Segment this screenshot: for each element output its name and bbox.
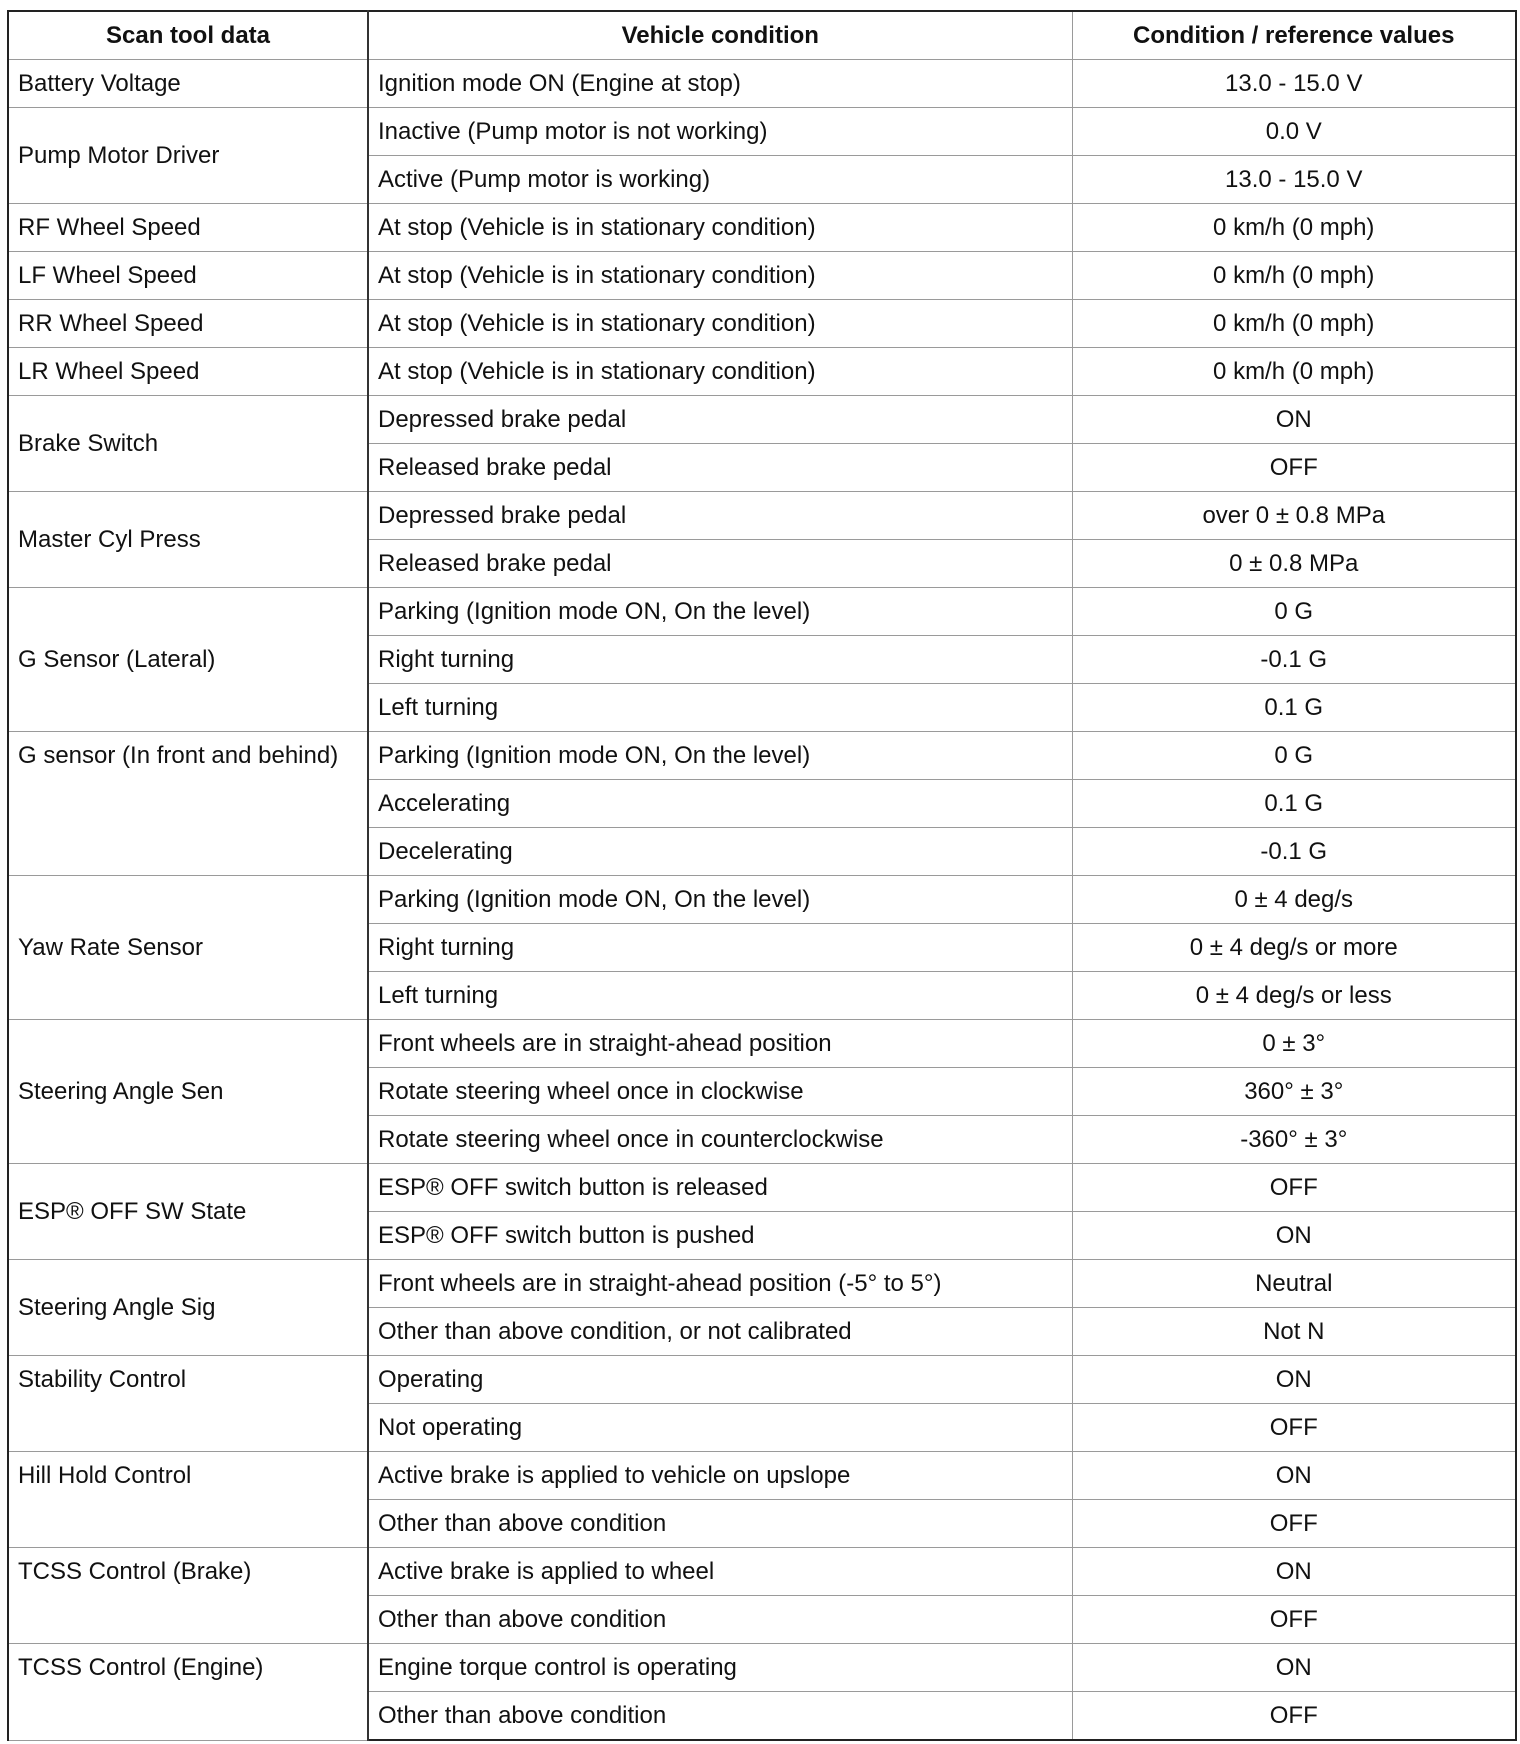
scan-tool-data-name: Steering Angle Sig xyxy=(8,1260,368,1356)
vehicle-condition-cell: Accelerating xyxy=(368,780,1072,828)
scan-tool-data-name: Hill Hold Control xyxy=(8,1452,368,1548)
vehicle-condition-cell: Other than above condition, or not calibrated xyxy=(368,1308,1072,1356)
vehicle-condition-cell: At stop (Vehicle is in stationary condition) xyxy=(368,348,1072,396)
vehicle-condition-cell: Left turning xyxy=(368,972,1072,1020)
reference-value-cell: OFF xyxy=(1072,1164,1516,1212)
reference-value-cell: Not N xyxy=(1072,1308,1516,1356)
reference-value-cell: OFF xyxy=(1072,1404,1516,1452)
vehicle-condition-cell: Left turning xyxy=(368,684,1072,732)
vehicle-condition-cell: Rotate steering wheel once in clockwise xyxy=(368,1068,1072,1116)
table-header-row xyxy=(8,11,1516,60)
scan-tool-data-name: RR Wheel Speed xyxy=(8,300,368,348)
reference-value-cell: OFF xyxy=(1072,444,1516,492)
table-row xyxy=(8,204,1516,252)
reference-value-cell: OFF xyxy=(1072,1500,1516,1548)
scan-tool-data-name: G sensor (In front and behind) xyxy=(8,732,368,876)
reference-value-cell: 0.0 V xyxy=(1072,108,1516,156)
reference-value-cell: 13.0 - 15.0 V xyxy=(1072,156,1516,204)
table-row xyxy=(8,1452,1516,1500)
reference-value-cell: 0 G xyxy=(1072,588,1516,636)
vehicle-condition-cell: Parking (Ignition mode ON, On the level) xyxy=(368,876,1072,924)
scan-tool-data-name: LF Wheel Speed xyxy=(8,252,368,300)
table-row xyxy=(8,588,1516,636)
table-row xyxy=(8,108,1516,156)
header-scan-tool-data: Scan tool data xyxy=(8,11,368,60)
vehicle-condition-cell: Engine torque control is operating xyxy=(368,1644,1072,1692)
reference-value-cell: over 0 ± 0.8 MPa xyxy=(1072,492,1516,540)
vehicle-condition-cell: At stop (Vehicle is in stationary condition) xyxy=(368,252,1072,300)
table-row xyxy=(8,876,1516,924)
vehicle-condition-cell: Operating xyxy=(368,1356,1072,1404)
vehicle-condition-cell: At stop (Vehicle is in stationary condition) xyxy=(368,300,1072,348)
table-row xyxy=(8,1644,1516,1692)
reference-value-cell: OFF xyxy=(1072,1596,1516,1644)
table-row xyxy=(8,1260,1516,1308)
scan-tool-data-name: RF Wheel Speed xyxy=(8,204,368,252)
vehicle-condition-cell: Other than above condition xyxy=(368,1596,1072,1644)
vehicle-condition-cell: Other than above condition xyxy=(368,1692,1072,1741)
scan-tool-data-name: Stability Control xyxy=(8,1356,368,1452)
vehicle-condition-cell: Inactive (Pump motor is not working) xyxy=(368,108,1072,156)
reference-value-cell: 0 ± 3° xyxy=(1072,1020,1516,1068)
reference-value-cell: ON xyxy=(1072,1548,1516,1596)
vehicle-condition-cell: At stop (Vehicle is in stationary condition) xyxy=(368,204,1072,252)
vehicle-condition-cell: ESP® OFF switch button is pushed xyxy=(368,1212,1072,1260)
scan-tool-data-name: Pump Motor Driver xyxy=(8,108,368,204)
scan-tool-data-name: Yaw Rate Sensor xyxy=(8,876,368,1020)
reference-value-cell: -360° ± 3° xyxy=(1072,1116,1516,1164)
reference-value-cell: ON xyxy=(1072,1212,1516,1260)
vehicle-condition-cell: Active (Pump motor is working) xyxy=(368,156,1072,204)
vehicle-condition-cell: Ignition mode ON (Engine at stop) xyxy=(368,60,1072,108)
reference-value-cell: 0.1 G xyxy=(1072,780,1516,828)
reference-value-cell: 13.0 - 15.0 V xyxy=(1072,60,1516,108)
reference-value-cell: 0 ± 4 deg/s xyxy=(1072,876,1516,924)
table-row xyxy=(8,1164,1516,1212)
reference-value-cell: -0.1 G xyxy=(1072,636,1516,684)
vehicle-condition-cell: Depressed brake pedal xyxy=(368,396,1072,444)
scan-tool-data-name: TCSS Control (Brake) xyxy=(8,1548,368,1644)
vehicle-condition-cell: Right turning xyxy=(368,924,1072,972)
scan-tool-data-name: Brake Switch xyxy=(8,396,368,492)
table-row xyxy=(8,396,1516,444)
vehicle-condition-cell: Parking (Ignition mode ON, On the level) xyxy=(368,732,1072,780)
table-row xyxy=(8,1548,1516,1596)
reference-value-cell: ON xyxy=(1072,1644,1516,1692)
scan-tool-data-name: LR Wheel Speed xyxy=(8,348,368,396)
vehicle-condition-cell: Released brake pedal xyxy=(368,540,1072,588)
reference-value-cell: 360° ± 3° xyxy=(1072,1068,1516,1116)
vehicle-condition-cell: Parking (Ignition mode ON, On the level) xyxy=(368,588,1072,636)
table-body xyxy=(8,60,1516,1741)
reference-value-cell: ON xyxy=(1072,1356,1516,1404)
scan-tool-data-table xyxy=(7,10,1517,1741)
vehicle-condition-cell: Rotate steering wheel once in counterclockwise xyxy=(368,1116,1072,1164)
table-row xyxy=(8,348,1516,396)
scan-tool-data-name: Battery Voltage xyxy=(8,60,368,108)
table-row xyxy=(8,1356,1516,1404)
vehicle-condition-cell: Other than above condition xyxy=(368,1500,1072,1548)
reference-value-cell: 0 G xyxy=(1072,732,1516,780)
scan-tool-data-name: G Sensor (Lateral) xyxy=(8,588,368,732)
vehicle-condition-cell: Not operating xyxy=(368,1404,1072,1452)
reference-value-cell: ON xyxy=(1072,1452,1516,1500)
vehicle-condition-cell: Active brake is applied to vehicle on upslope xyxy=(368,1452,1072,1500)
reference-value-cell: ON xyxy=(1072,396,1516,444)
vehicle-condition-cell: Front wheels are in straight-ahead position (-5° to 5°) xyxy=(368,1260,1072,1308)
reference-value-cell: Neutral xyxy=(1072,1260,1516,1308)
scan-tool-data-name: Master Cyl Press xyxy=(8,492,368,588)
reference-value-cell: 0.1 G xyxy=(1072,684,1516,732)
reference-value-cell: OFF xyxy=(1072,1692,1516,1741)
scan-tool-data-name: Steering Angle Sen xyxy=(8,1020,368,1164)
reference-value-cell: 0 km/h (0 mph) xyxy=(1072,204,1516,252)
table-row xyxy=(8,252,1516,300)
reference-value-cell: 0 km/h (0 mph) xyxy=(1072,252,1516,300)
vehicle-condition-cell: Right turning xyxy=(368,636,1072,684)
table-row xyxy=(8,1020,1516,1068)
reference-value-cell: 0 ± 0.8 MPa xyxy=(1072,540,1516,588)
reference-value-cell: 0 ± 4 deg/s or more xyxy=(1072,924,1516,972)
scan-tool-data-name: ESP® OFF SW State xyxy=(8,1164,368,1260)
vehicle-condition-cell: Active brake is applied to wheel xyxy=(368,1548,1072,1596)
reference-value-cell: 0 km/h (0 mph) xyxy=(1072,348,1516,396)
header-reference-values: Condition / reference values xyxy=(1072,11,1516,60)
table-row xyxy=(8,732,1516,780)
table-row xyxy=(8,300,1516,348)
reference-value-cell: 0 km/h (0 mph) xyxy=(1072,300,1516,348)
vehicle-condition-cell: ESP® OFF switch button is released xyxy=(368,1164,1072,1212)
header-vehicle-condition: Vehicle condition xyxy=(368,11,1072,60)
scan-tool-data-name: TCSS Control (Engine) xyxy=(8,1644,368,1741)
reference-value-cell: 0 ± 4 deg/s or less xyxy=(1072,972,1516,1020)
vehicle-condition-cell: Released brake pedal xyxy=(368,444,1072,492)
vehicle-condition-cell: Decelerating xyxy=(368,828,1072,876)
vehicle-condition-cell: Depressed brake pedal xyxy=(368,492,1072,540)
vehicle-condition-cell: Front wheels are in straight-ahead position xyxy=(368,1020,1072,1068)
table-row xyxy=(8,60,1516,108)
reference-value-cell: -0.1 G xyxy=(1072,828,1516,876)
table-row xyxy=(8,492,1516,540)
